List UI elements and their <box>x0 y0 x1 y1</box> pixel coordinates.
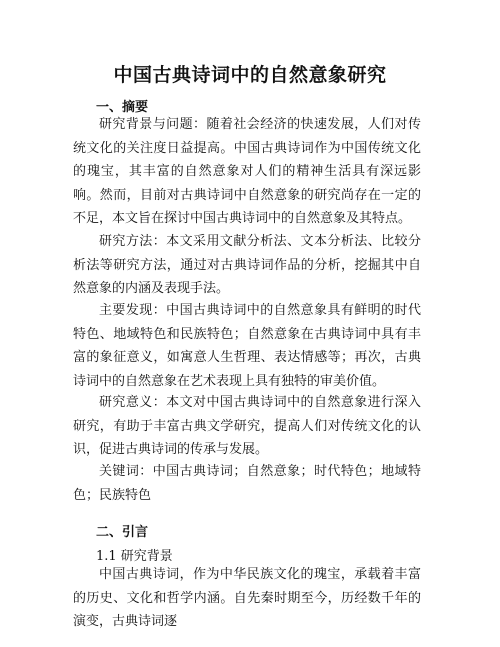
section-heading-introduction: 二、引言 <box>96 525 149 540</box>
section-heading-abstract: 一、摘要 <box>96 100 149 115</box>
document-title: 中国古典诗词中的自然意象研究 <box>113 64 387 86</box>
introduction-paragraph: 中国古典诗词，作为中华民族文化的瑰宝，承载着丰富的历史、文化和哲学内涵。自先秦时期至今，历经数千年的演变，古典诗词逐 <box>73 567 421 629</box>
keywords-paragraph: 关键词：中国古典诗词；自然意象；时代特色；地域特色；民族特色 <box>73 464 421 503</box>
abstract-findings-paragraph: 主要发现：中国古典诗词中的自然意象具有鲜明的时代特色、地域特色和民族特色；自然意象在古典诗词中具有丰富的象征意义，如寓意人生哲理、表达情感等；再次，古典诗词中的自然意象在艺术表现上具有独特的审美价值。 <box>73 303 421 389</box>
abstract-background-paragraph: 研究背景与问题：随着社会经济的快速发展，人们对传统文化的关注度日益提高。中国古典诗词作为中国传统文化的瑰宝，其丰富的自然意象对人们的精神生活具有深远影响。然而，目前对古典诗词中自然意象的研究尚存在一定的不足，本文旨在探讨中国古典诗词中的自然意象及其特点。 <box>73 117 421 226</box>
abstract-significance-paragraph: 研究意义：本文对中国古典诗词中的自然意象进行深入研究，有助于丰富古典文学研究，提高人们对传统文化的认识，促进古典诗词的传承与发展。 <box>73 395 421 457</box>
subsection-heading-background: 1.1 研究背景 <box>96 549 173 564</box>
abstract-methods-paragraph: 研究方法：本文采用文献分析法、文本分析法、比较分析法等研究方法，通过对古典诗词作品的分析，挖掘其中自然意象的内涵及表现手法。 <box>73 234 421 296</box>
